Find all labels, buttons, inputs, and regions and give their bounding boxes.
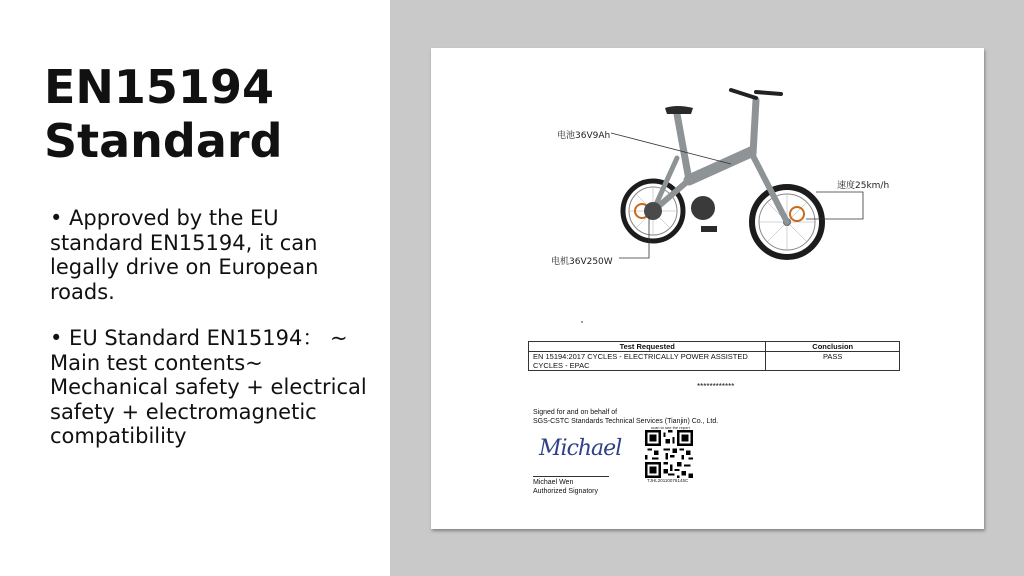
- signature: Michael: [539, 436, 622, 461]
- slide-title: EN15194 Standard: [44, 60, 283, 168]
- signer-title: Authorized Signatory: [533, 488, 598, 495]
- bullet-test-contents: • EU Standard EN15194： ~ Main test contents~ Mechanical safety + electrical safety + electromagnetic compatibility: [50, 326, 367, 448]
- conclusion-cell: PASS: [766, 352, 900, 371]
- qr-code-icon: [645, 430, 693, 478]
- ebike-image: [431, 48, 984, 529]
- bullet-approval: • Approved by the EU standard EN15194, it can legally drive on European roads.: [50, 206, 319, 304]
- certificate-document: [431, 48, 984, 529]
- signature-line: [533, 476, 609, 477]
- test-results-table: [528, 341, 900, 371]
- qr-report-id: TJHL20110076145C: [647, 478, 689, 483]
- bullet-list: [50, 206, 370, 471]
- header-test-requested: Test Requested: [529, 342, 766, 352]
- table-header-row: [529, 342, 900, 352]
- qr-caption: scan to see the report: [651, 425, 690, 430]
- speed-callout: 速度25km/h: [837, 181, 890, 191]
- signed-on-behalf-block: [533, 408, 718, 426]
- header-conclusion: Conclusion: [766, 342, 900, 352]
- table-row: [529, 352, 900, 371]
- test-requested-cell: EN 15194:2017 CYCLES - ELECTRICALLY POWER ASSISTED CYCLES - EPAC: [529, 352, 766, 371]
- separator-stars: ************: [697, 382, 735, 391]
- signer-name: Michael Wen: [533, 479, 574, 486]
- signed-for-text: Signed for and on behalf of: [533, 409, 618, 416]
- battery-callout: 电池36V9Ah: [557, 131, 611, 141]
- motor-callout: 电机36V250W: [551, 257, 613, 267]
- signatory-block: [533, 478, 598, 496]
- text-panel: [0, 0, 390, 576]
- company-name: SGS-CSTC Standards Technical Services (Tianjin) Co., Ltd.: [533, 418, 719, 425]
